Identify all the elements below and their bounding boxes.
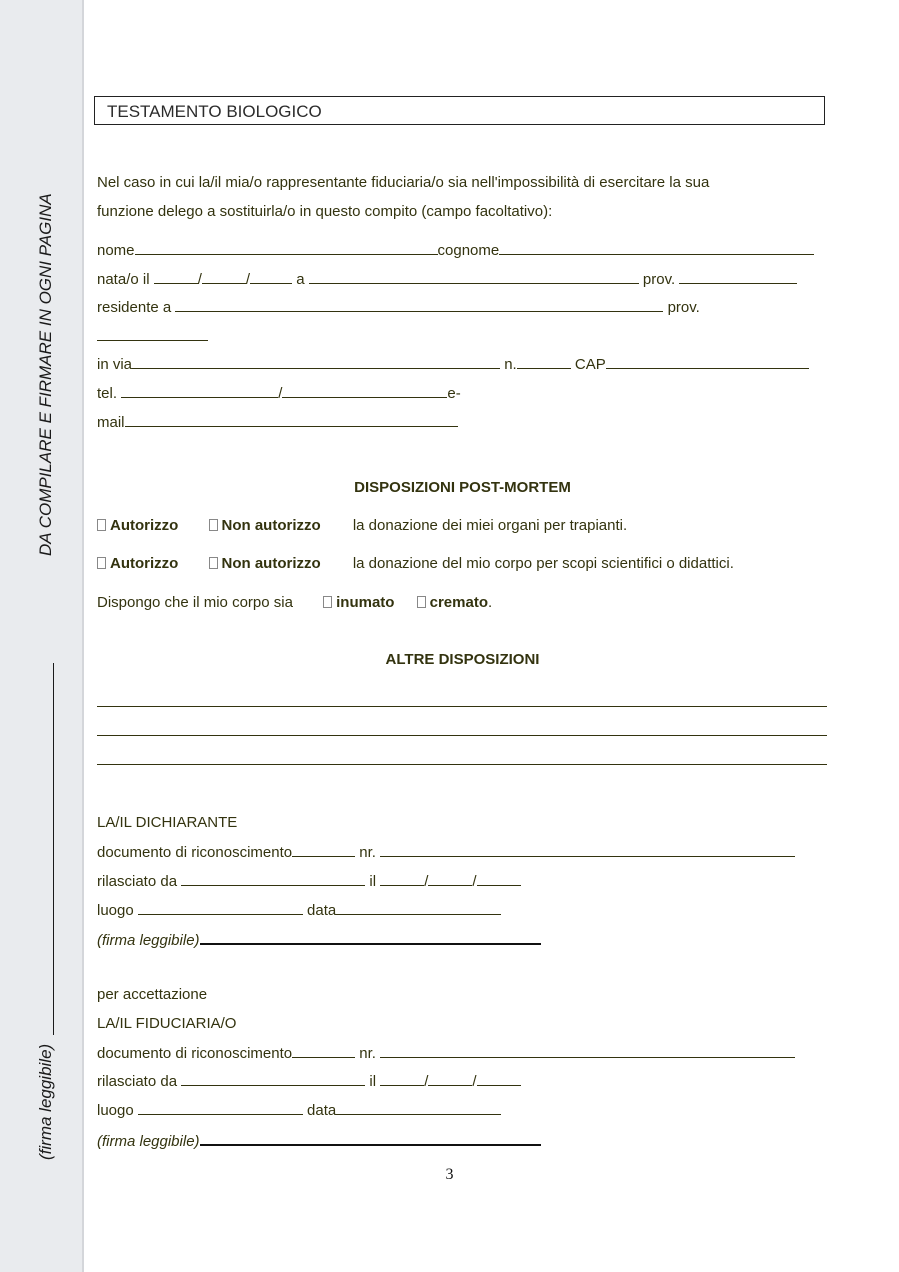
mail-row: mail [97,413,458,432]
trustee-acceptance: per accettazione [97,986,208,1003]
declarant-signature-field[interactable] [200,929,541,945]
declarant-day-field[interactable] [380,872,424,886]
tel-field-1[interactable] [121,384,278,398]
residence-prov-field[interactable] [97,327,208,341]
residence-row: residente a prov. [97,299,700,316]
organs-row: Autorizzo Non autorizzo la donazione dei miei organi per trapianti. [97,517,627,535]
burial-row: Dispongo che il mio corpo sia inumato cremato. [97,594,493,611]
declarant-doc-field[interactable] [292,843,355,857]
other-line-3[interactable] [97,764,827,765]
birth-day-field[interactable] [154,270,198,284]
birth-year-field[interactable] [250,270,292,284]
declarant-issued-field[interactable] [181,872,365,886]
trustee-date-field[interactable] [336,1101,501,1115]
other-line-1[interactable] [97,706,827,707]
declarant-place-row: luogo data [97,901,501,920]
declarant-date-field[interactable] [336,901,501,915]
declarant-doc-row: documento di riconoscimento nr. [97,843,795,862]
trustee-year-field[interactable] [477,1072,521,1086]
tel-row: tel. / e- [97,385,461,402]
birth-place-field[interactable] [309,270,639,284]
trustee-issued-field[interactable] [181,1072,365,1086]
trustee-place-field[interactable] [138,1101,303,1115]
trustee-nr-field[interactable] [380,1044,795,1058]
organs-authorize-checkbox[interactable] [97,519,106,531]
trustee-doc-field[interactable] [292,1044,355,1058]
cognome-field[interactable] [499,241,814,255]
declarant-signature-row: (firma leggibile) [97,929,541,950]
other-line-2[interactable] [97,735,827,736]
page-number: 3 [445,1166,454,1183]
cremated-checkbox[interactable] [417,596,426,608]
post-mortem-heading: DISPOSIZIONI POST-MORTEM [354,479,571,496]
intro-line-1: Nel caso in cui la/il mia/o rappresentante fiduciaria/o sia nell'impossibilità di esercitare la sua [97,174,710,191]
body-not-authorize-checkbox[interactable] [209,557,218,569]
declarant-issued-row: rilasciato da il / / [97,872,521,891]
body-row: Autorizzo Non autorizzo la donazione del mio corpo per scopi scientifici o didattici. [97,555,734,573]
trustee-day-field[interactable] [380,1072,424,1086]
body-authorize-checkbox[interactable] [97,557,106,569]
residence-field[interactable] [175,298,663,312]
residence-prov-row [97,327,208,346]
mail-field[interactable] [125,413,458,427]
trustee-signature-row: (firma leggibile) [97,1130,541,1151]
sidebar-instruction: DA COMPILARE E FIRMARE IN OGNI PAGINA [36,193,55,556]
sidebar [0,0,84,1272]
street-field[interactable] [132,355,500,369]
trustee-issued-row: rilasciato da il / / [97,1072,521,1091]
cap-field[interactable] [606,355,809,369]
declarant-place-field[interactable] [138,901,303,915]
sidebar-signature-label: (firma leggibile) [36,1043,55,1160]
sidebar-signature-line [53,663,54,1035]
declarant-year-field[interactable] [477,872,521,886]
declarant-heading: LA/IL DICHIARANTE [97,814,238,831]
buried-checkbox[interactable] [323,596,332,608]
intro-line-2: funzione delego a sostituirla/o in questo compito (campo facoltativo): [97,203,553,220]
street-number-field[interactable] [517,355,571,369]
birth-row: nata/o il / / a prov. [97,270,797,289]
birth-prov-field[interactable] [679,270,797,284]
name-row: nome cognome [97,241,814,260]
other-dispositions-heading: ALTRE DISPOSIZIONI [385,651,540,668]
trustee-place-row: luogo data [97,1101,501,1120]
document-title: TESTAMENTO BIOLOGICO [94,96,825,125]
trustee-month-field[interactable] [428,1072,472,1086]
declarant-month-field[interactable] [428,872,472,886]
nome-field[interactable] [135,241,438,255]
organs-not-authorize-checkbox[interactable] [209,519,218,531]
trustee-doc-row: documento di riconoscimento nr. [97,1044,795,1063]
address-row: in via n. CAP [97,355,809,374]
trustee-heading: LA/IL FIDUCIARIA/O [97,1015,237,1032]
tel-field-2[interactable] [282,384,447,398]
birth-month-field[interactable] [202,270,246,284]
trustee-signature-field[interactable] [200,1130,541,1146]
declarant-nr-field[interactable] [380,843,795,857]
